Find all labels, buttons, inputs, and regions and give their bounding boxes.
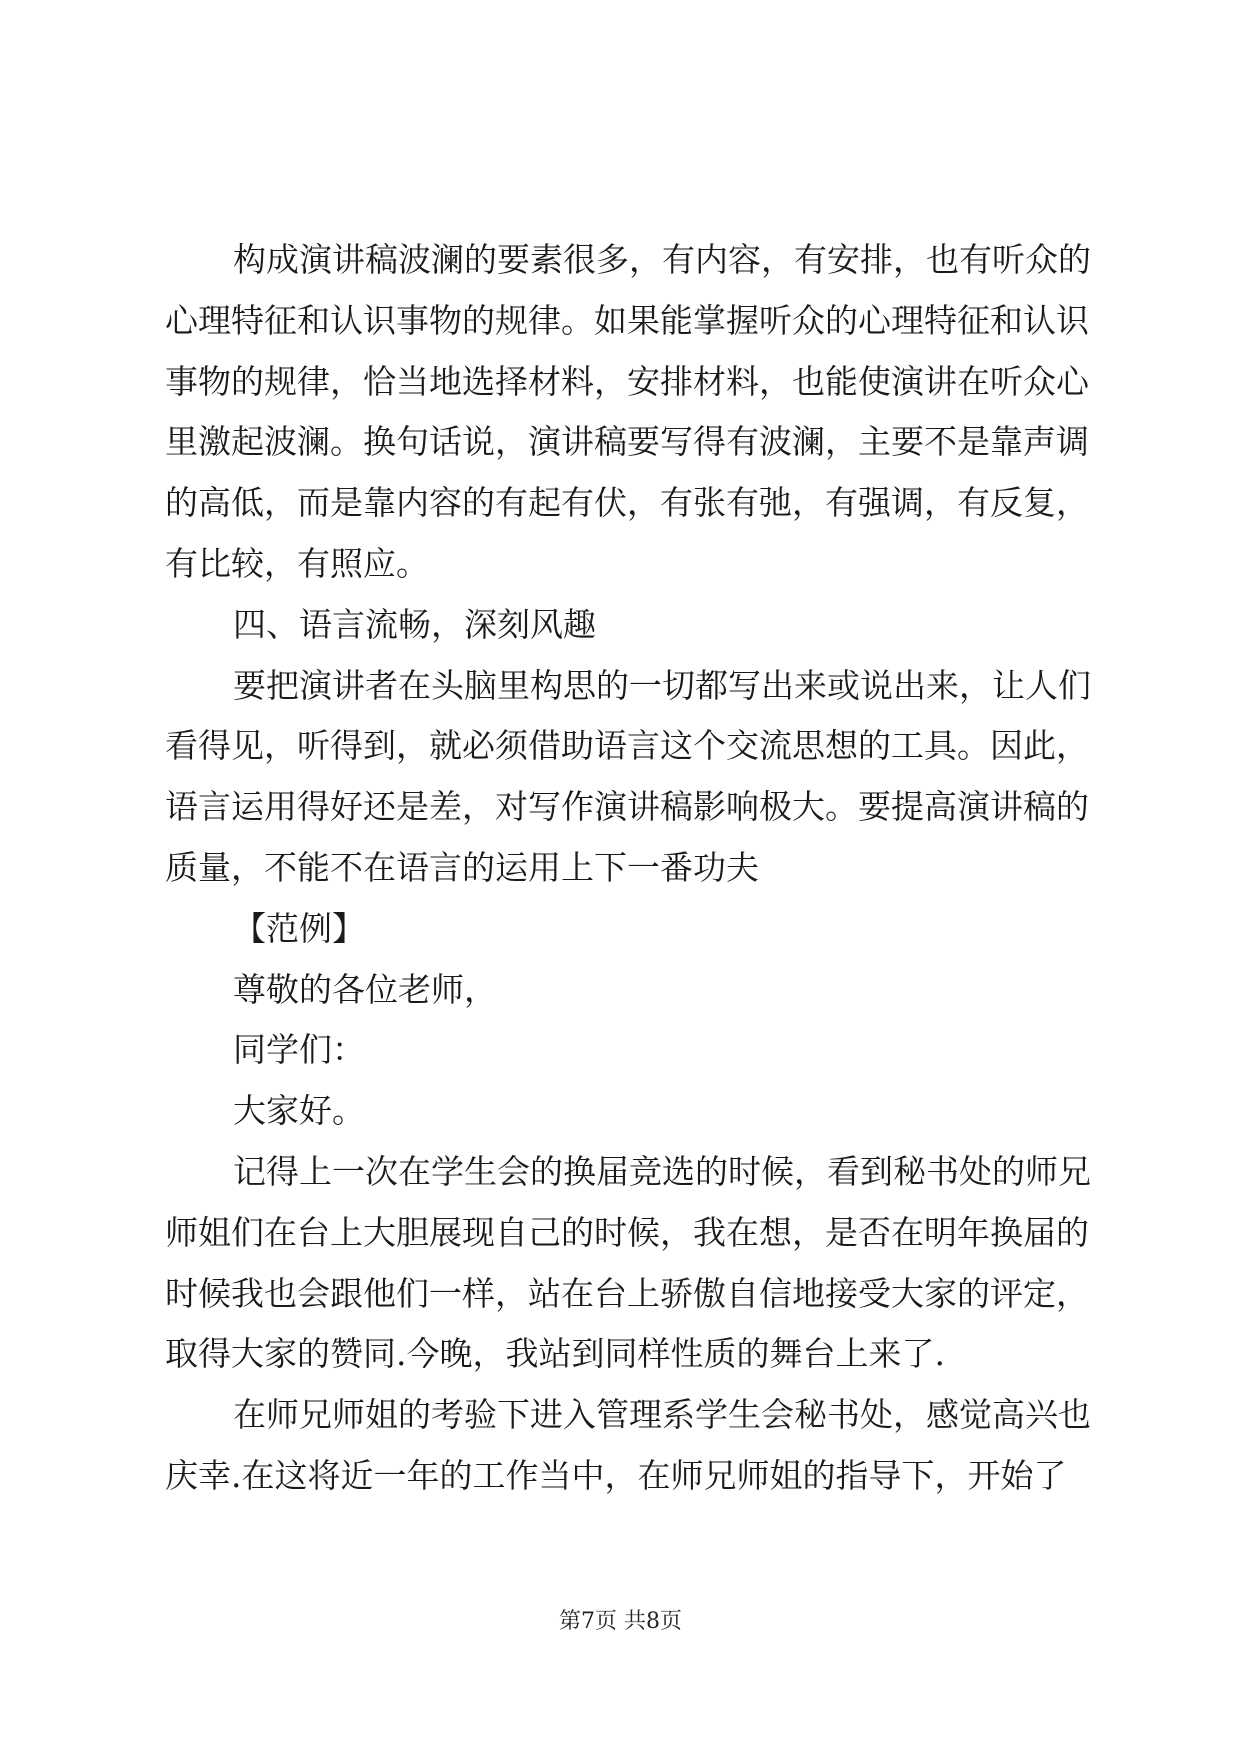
example-heading: 【范例】 [233, 908, 365, 948]
paragraph-line: 事物的规律，恰当地选择材料，安排材料，也能使演讲在听众心 [165, 361, 1089, 401]
salutation-line: 同学们： [233, 1030, 365, 1070]
paragraph-line: 心理特征和认识事物的规律。如果能掌握听众的心理特征和认识 [165, 300, 1089, 340]
paragraph-line: 里激起波澜。换句话说，演讲稿要写得有波澜，主要不是靠声调 [165, 422, 1089, 462]
paragraph-line: 要把演讲者在头脑里构思的一切都写出来或说出来，让人们 [233, 665, 1091, 705]
paragraph-line: 取得大家的赞同.今晚，我站到同样性质的舞台上来了. [165, 1334, 945, 1374]
body-text [165, 230, 1091, 1507]
paragraph-line: 质量，不能不在语言的运用上下一番功夫 [165, 847, 759, 887]
paragraph-line: 在师兄师姐的考验下进入管理系学生会秘书处，感觉高兴也 [233, 1395, 1091, 1435]
greeting-line: 大家好。 [233, 1091, 365, 1131]
paragraph-line: 师姐们在台上大胆展现自己的时候，我在想，是否在明年换届的 [165, 1212, 1089, 1252]
paragraph-line: 庆幸.在这将近一年的工作当中，在师兄师姐的指导下，开始了 [165, 1455, 1067, 1495]
paragraph-line: 看得见，听得到，就必须借助语言这个交流思想的工具。因此， [165, 726, 1089, 766]
salutation-line: 尊敬的各位老师， [233, 969, 497, 1009]
paragraph-line: 的高低，而是靠内容的有起有伏，有张有弛，有强调，有反复， [165, 483, 1089, 523]
paragraph-line: 语言运用得好还是差，对写作演讲稿影响极大。要提高演讲稿的 [165, 787, 1089, 827]
paragraph-line: 构成演讲稿波澜的要素很多，有内容，有安排，也有听众的 [233, 240, 1091, 279]
paragraph-line: 有比较，有照应。 [165, 543, 429, 583]
page-number-footer: 第7页 共8页 [559, 1609, 682, 1634]
paragraph-line: 记得上一次在学生会的换届竞选的时候，看到秘书处的师兄 [233, 1151, 1091, 1191]
section-heading: 四、语言流畅，深刻风趣 [233, 604, 596, 644]
paragraph-line: 时候我也会跟他们一样，站在台上骄傲自信地接受大家的评定， [165, 1273, 1089, 1313]
